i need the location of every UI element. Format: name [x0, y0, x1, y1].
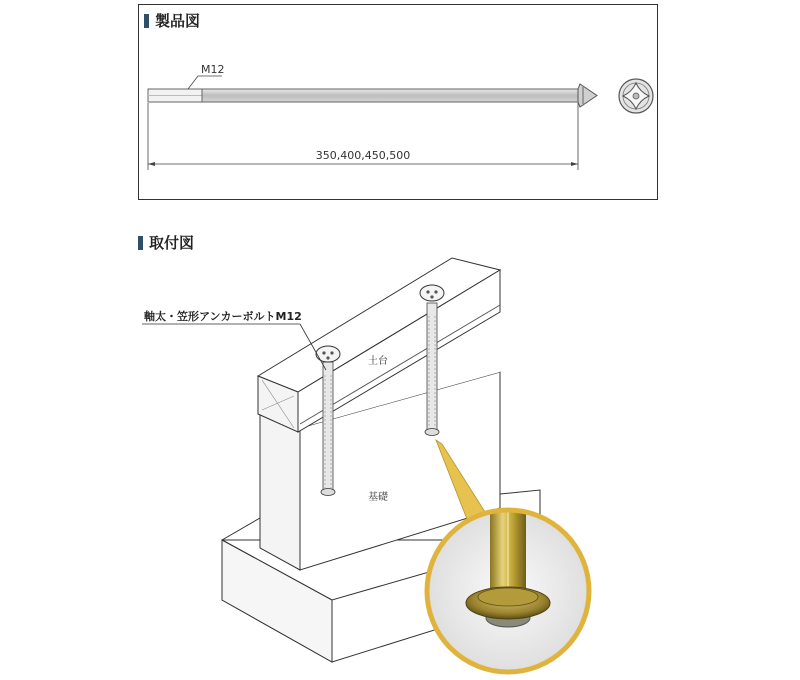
anchor-bolt-label: 軸太・笠形アンカーボルトM12: [144, 310, 302, 323]
install-drawing-title: 取付図: [149, 234, 195, 252]
length-dimension: [148, 103, 578, 170]
rod-shaft: [202, 89, 578, 102]
product-drawing-title: 製品図: [155, 12, 201, 30]
thread-size-label: M12: [201, 63, 225, 76]
head-end-view-icon: [619, 79, 653, 113]
cone-head: [578, 84, 597, 107]
anchor-bolt-side-view: [148, 84, 597, 107]
sill-label: 土台: [368, 356, 388, 367]
thread-callout: [188, 63, 225, 89]
length-options-label: 350,400,450,500: [315, 149, 411, 162]
foundation-label: 基礎: [368, 492, 388, 503]
